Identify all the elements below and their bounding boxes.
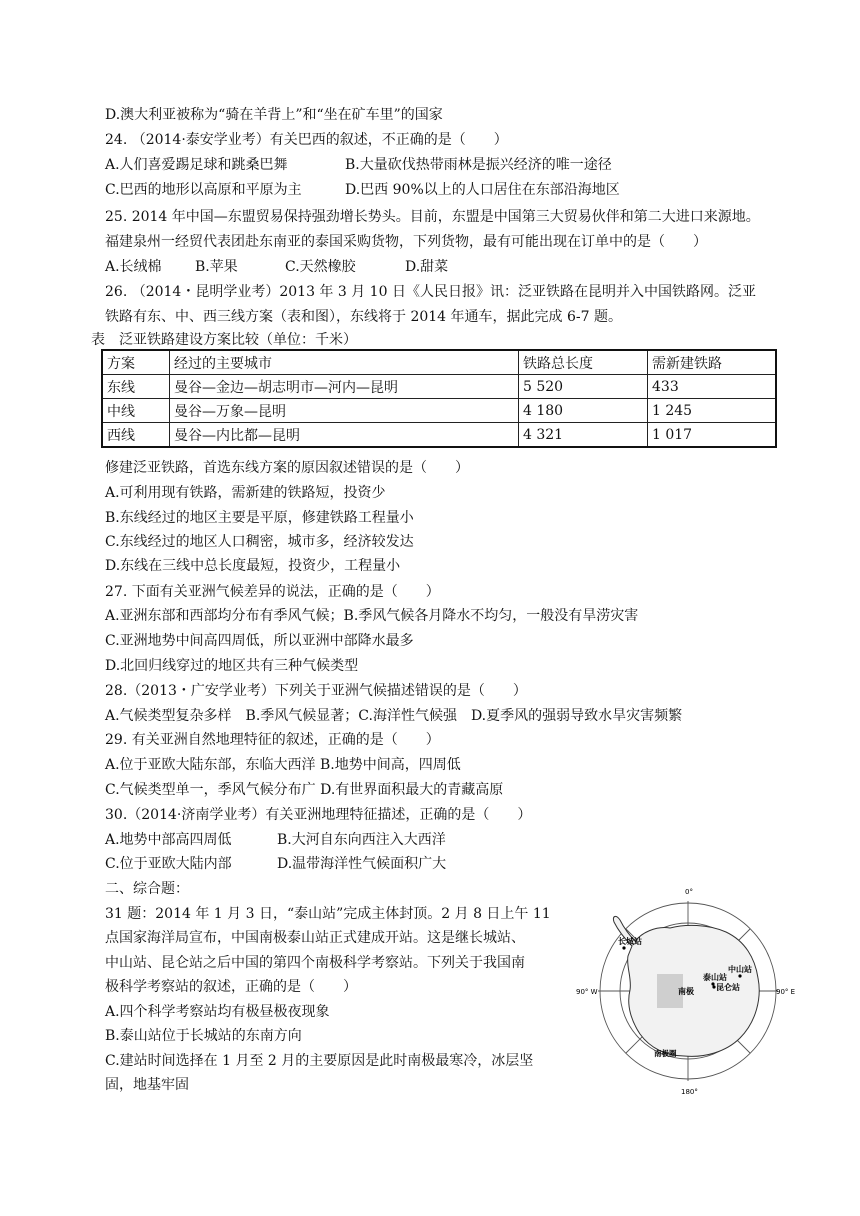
table-row [102,423,776,448]
table-cell: 中线 [102,399,170,423]
q24-options-cd [105,180,620,200]
q24-stem: 24. （2014·泰安学业考）有关巴西的叙述，不正确的是（ ） [105,132,508,148]
q31-stem-2: 点国家海洋局宣布，中国南极泰山站正式建成开站。这是继长城站、 [105,930,525,946]
q27-option-c: C.亚洲地势中间高四周低，所以亚洲中部降水最多 [105,633,414,649]
table-header-cell: 铁路总长度 [519,350,648,375]
table-cell: 5 520 [519,375,648,399]
q23-option-d: D.澳大利亚被称为“骑在羊背上”和“坐在矿车里”的国家 [105,107,443,123]
q25-stem-1: 25. 2014 年中国—东盟贸易保持强劲增长势头。目前，东盟是中国第三大贸易伙伴和第二大进口来源地。 [105,209,760,225]
label-zhongshan: 中山站 [728,965,752,974]
q31-stem-1: 31 题：2014 年 1 月 3 日，“泰山站”完成主体封顶。2 月 8 日上午 11 [105,906,551,922]
q30-stem: 30.（2014·济南学业考）有关亚洲地理特征描述，正确的是（ ） [105,807,532,823]
q25-stem-2: 福建泉州一经贸代表团赴东南亚的泰国采购货物，下列货物，最有可能出现在订单中的是（ ） [105,234,707,250]
q31-option-c-1: C.建站时间选择在 1 月至 2 月的主要原因是此时南极最寒冷，冰层坚 [105,1053,534,1069]
q25-option-b: B.苹果 [195,259,238,275]
q29-options-cd: C.气候类型单一，季风气候分布广 D.有世界面积最大的青藏高原 [105,782,504,798]
q27-option-ab: A.亚洲东部和西部均分布有季风气候；B.季风气候各月降水不均匀，一般没有旱涝灾害 [105,608,639,624]
changcheng-marker [622,946,625,949]
q24-option-b: B.大量砍伐热带雨林是振兴经济的唯一途径 [345,157,612,173]
q25-option-c: C.天然橡胶 [285,259,356,275]
section-heading: 二、综合题： [105,881,189,897]
q30-option-a: A.地势中部高四周低 [105,832,232,848]
q30-option-c: C.位于亚欧大陆内部 [105,856,232,872]
label-90e: 90° E [776,988,796,996]
q26-option-c: C.东线经过的地区人口稠密，城市多，经济较发达 [105,534,414,550]
q28-options: A.气候类型复杂多样 B.季风气候显著；C.海洋性气候强 D.夏季风的强弱导致水旱灾害频繁 [105,708,683,724]
label-taishan: 泰山站 [703,973,727,982]
q30-options-ab [105,830,446,850]
q30-options-cd [105,854,446,874]
table-row [102,375,776,399]
taishan-marker [711,982,714,985]
label-90w: 90° W [576,988,598,996]
q26-option-b: B.东线经过的地区主要是平原，修建铁路工程量小 [105,510,414,526]
table-cell: 4 180 [519,399,648,423]
q25-options [105,257,448,277]
q31-stem-4: 极科学考察站的叙述，正确的是（ ） [105,979,357,995]
q26-option-a: A.可利用现有铁路，需新建的铁路短，投资少 [105,485,386,501]
label-180: 180° [681,1088,698,1096]
q26-question: 修建泛亚铁路，首选东线方案的原因叙述错误的是（ ） [105,460,469,476]
q24-option-d: D.巴西 90%以上的人口居住在东部沿海地区 [345,182,620,198]
q24-options-ab [105,155,612,175]
table-row [102,399,776,423]
q29-stem: 29. 有关亚洲自然地理特征的叙述，正确的是（ ） [105,732,440,748]
table-header-cell: 方案 [102,350,170,375]
label-changcheng: 长城站 [618,937,642,946]
q26-table-caption: 表 泛亚铁路建设方案比较（单位：千米） [91,332,357,348]
table-header-cell: 需新建铁路 [648,350,777,375]
label-south-pole: 南极 [678,987,694,996]
q26-option-d: D.东线在三线中总长度最短，投资少，工程量小 [105,558,401,574]
table-cell: 1 017 [648,423,777,448]
q26-stem-1: 26. （2014・昆明学业考）2013 年 3 月 10 日《人民日报》讯：泛亚铁路在昆明并入中国铁路网。泛亚 [105,284,756,300]
q29-options-ab: A.位于亚欧大陆东部，东临大西洋 B.地势中间高，四周低 [105,757,461,773]
antarctica-map [576,886,800,1096]
q30-option-b: B.大河自东向西注入大西洋 [277,832,446,848]
zhongshan-marker [738,974,741,977]
q31-option-a: A.四个科学考察站均有极昼极夜现象 [105,1004,330,1020]
table-header-row [102,350,776,375]
table-cell: 曼谷—金边—胡志明市—河内—昆明 [170,375,519,399]
q27-stem: 27. 下面有关亚洲气候差异的说法，正确的是（ ） [105,584,440,600]
label-kunlun: 昆仑站 [716,983,740,992]
label-0: 0° [685,888,693,896]
table-cell: 433 [648,375,777,399]
table-cell: 1 245 [648,399,777,423]
q28-stem: 28.（2013・广安学业考）下列关于亚洲气候描述错误的是（ ） [105,683,527,699]
q26-stem-2: 铁路有东、中、西三线方案（表和图），东线将于 2014 年通车，据此完成 6-7 题。 [105,309,622,325]
q31-option-c-2: 固，地基牢固 [105,1077,189,1093]
table-cell: 4 321 [519,423,648,448]
kunlun-marker [712,985,715,988]
railway-comparison-table [101,349,777,448]
table-cell: 曼谷—万象—昆明 [170,399,519,423]
table-cell: 西线 [102,423,170,448]
q30-option-d: D.温带海洋性气候面积广大 [277,856,447,872]
table-cell: 曼谷—内比都—昆明 [170,423,519,448]
table-header-cell: 经过的主要城市 [170,350,519,375]
q25-option-d: D.甜菜 [405,259,449,275]
q24-option-c: C.巴西的地形以高原和平原为主 [105,182,302,198]
q27-option-d: D.北回归线穿过的地区共有三种气候类型 [105,658,359,674]
q31-option-b: B.泰山站位于长城站的东南方向 [105,1028,302,1044]
table-cell: 东线 [102,375,170,399]
q31-stem-3: 中山站、昆仑站之后中国的第四个南极科学考察站。下列关于我国南 [105,955,525,971]
q24-option-a: A.人们喜爱踢足球和跳桑巴舞 [105,157,288,173]
label-antarctic-circle: 南极圈 [654,1049,677,1058]
q25-option-a: A.长绒棉 [105,259,162,275]
